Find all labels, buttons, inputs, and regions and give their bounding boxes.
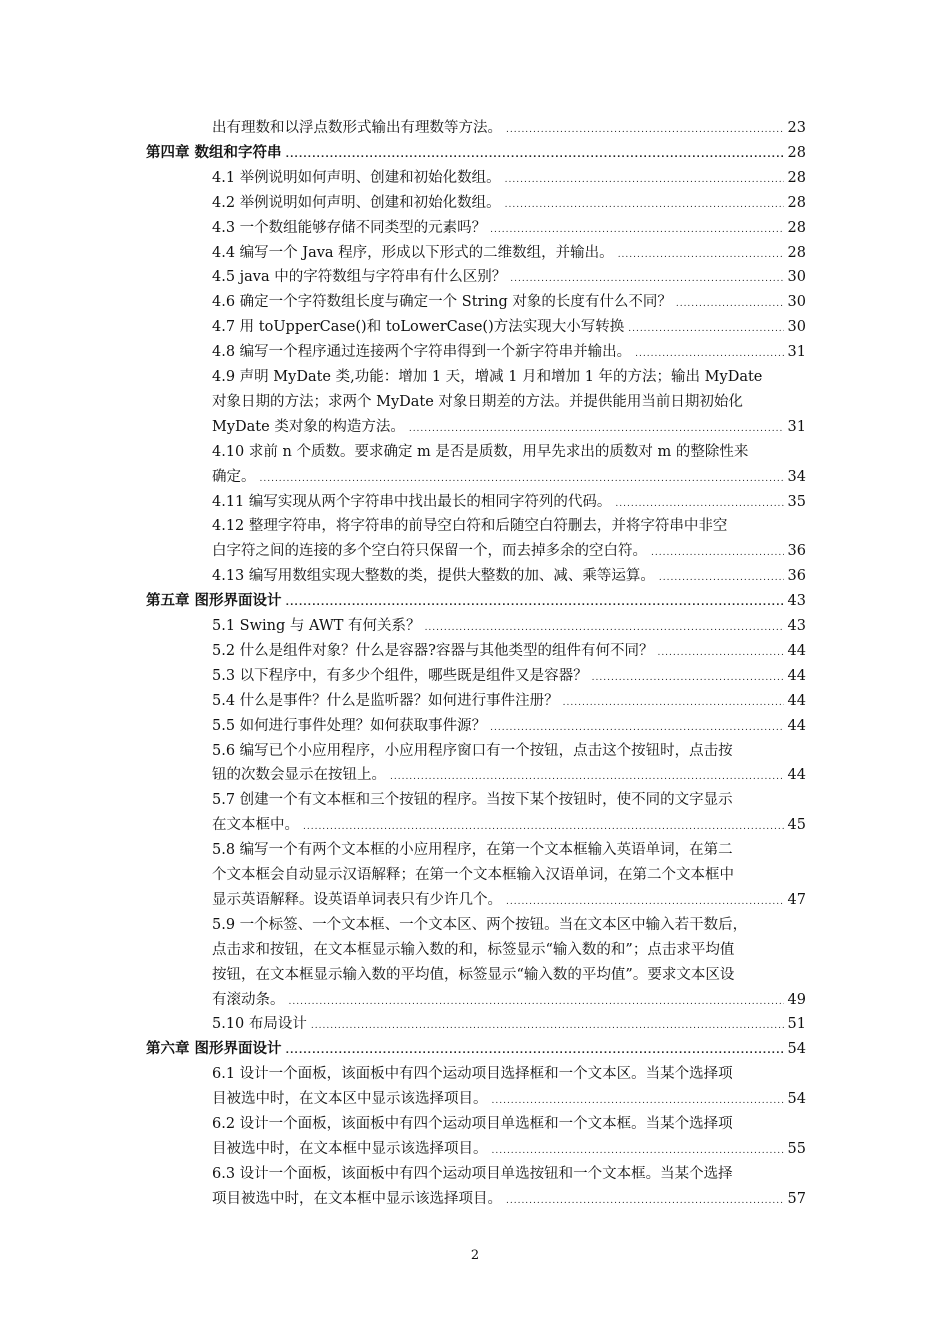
toc-entry xyxy=(212,763,806,788)
toc-entry-page: 36 xyxy=(787,568,806,585)
dot-leader xyxy=(409,417,784,442)
toc-entry xyxy=(212,265,806,290)
toc-entry-title: 显示英语解释。设英语单词表只有少许几个。 xyxy=(212,891,502,908)
toc-entry xyxy=(212,1187,806,1212)
toc-entry-title: 4.11 编写实现从两个字符串中找出最长的相同字符列的代码。 xyxy=(212,493,612,510)
toc-entry xyxy=(212,340,806,365)
toc-entry xyxy=(212,1087,806,1112)
toc-entry xyxy=(212,241,806,266)
toc-entry-title: 第六章 图形界面设计 xyxy=(146,1041,282,1058)
toc-entry-title: 目被选中时，在文本框中显示该选择项目。 xyxy=(212,1140,488,1157)
toc-entry-page: 28 xyxy=(787,244,806,261)
toc-entry xyxy=(212,739,806,764)
toc-entry xyxy=(212,315,806,340)
toc-entry-title: 4.12 整理字符串，将字符串的前导空白符和后随空白符删去，并将字符串中非空 xyxy=(212,518,728,535)
toc-entry-title: 白字符之间的连接的多个空白符只保留一个，而去掉多余的空白符。 xyxy=(212,543,647,560)
toc-entry xyxy=(212,614,806,639)
toc-entry-title: 4.3 一个数组能够存储不同类型的元素吗？ xyxy=(212,219,487,236)
toc-entry-page: 36 xyxy=(787,543,806,560)
toc-entry xyxy=(212,191,806,216)
toc-entry-title: 第五章 图形界面设计 xyxy=(146,593,282,610)
toc-entry-title: 5.3 以下程序中，有多少个组件，哪些既是组件又是容器？ xyxy=(212,667,588,684)
toc-entry-title: 5.9 一个标签、一个文本框、一个文本区、两个按钮。当在文本区中输入若干数后， xyxy=(212,916,748,933)
toc-entry-page: 57 xyxy=(787,1190,806,1207)
dot-leader xyxy=(505,193,784,218)
toc-entry-title: 6.3 设计一个面板，该面板中有四个运动项目单选按钮和一个文本框。当某个选择 xyxy=(212,1165,733,1182)
toc-entry xyxy=(212,564,806,589)
toc-entry-page: 54 xyxy=(787,1041,806,1058)
toc-entry-page: 54 xyxy=(787,1091,806,1108)
dot-leader xyxy=(676,292,784,317)
toc-entry-page: 43 xyxy=(787,593,806,610)
toc-entry-page: 44 xyxy=(787,692,806,709)
toc-entry-title: 在文本框中。 xyxy=(212,817,299,834)
dot-leader xyxy=(311,1014,784,1039)
dot-leader xyxy=(260,467,784,492)
dot-leader xyxy=(286,143,784,168)
toc-entry-title: 项目被选中时，在文本框中显示该选择项目。 xyxy=(212,1190,502,1207)
dot-leader xyxy=(592,666,784,691)
toc-entry-title: 4.10 求前 n 个质数。要求确定 m 是否是质数，用早先求出的质数对 m 的整除性来 xyxy=(212,443,749,460)
toc-entry-page: 31 xyxy=(787,344,806,361)
toc-entry xyxy=(212,639,806,664)
toc-entry xyxy=(212,365,806,390)
toc-entry-title: 目被选中时，在文本区中显示该选择项目。 xyxy=(212,1091,488,1108)
toc-entry xyxy=(212,216,806,241)
toc-entry-page: 28 xyxy=(787,169,806,186)
dot-leader xyxy=(286,1039,784,1064)
toc-entry-title: 5.4 什么是事件？什么是监听器？如何进行事件注册？ xyxy=(212,692,559,709)
toc-entry-page: 49 xyxy=(787,991,806,1008)
toc-entry-title: 6.1 设计一个面板，该面板中有四个运动项目选择框和一个文本区。当某个选择项 xyxy=(212,1066,733,1083)
toc-entry-page: 30 xyxy=(787,319,806,336)
toc-entry-title: 点击求和按钮，在文本框显示输入数的和，标签显示“输入数的和”；点击求平均值 xyxy=(212,941,735,958)
toc-entry xyxy=(212,415,806,440)
toc-entry-page: 28 xyxy=(787,194,806,211)
toc-entry-page: 30 xyxy=(787,269,806,286)
dot-leader xyxy=(506,890,784,915)
toc-entry xyxy=(212,390,806,415)
toc-entry-page: 28 xyxy=(787,219,806,236)
toc-entry xyxy=(212,465,806,490)
toc-entry-page: 35 xyxy=(787,493,806,510)
dot-leader xyxy=(635,342,783,367)
toc-entry xyxy=(212,714,806,739)
toc-chapter-entry xyxy=(146,141,806,166)
toc-entry xyxy=(212,116,806,141)
dot-leader xyxy=(289,990,784,1015)
toc-entry-title: 出有理数和以浮点数形式输出有理数等方法。 xyxy=(212,120,502,136)
toc-entry-title: 6.2 设计一个面板，该面板中有四个运动项目单选框和一个文本框。当某个选择项 xyxy=(212,1116,733,1132)
toc-entry xyxy=(212,440,806,465)
toc-entry xyxy=(212,938,806,963)
dot-leader xyxy=(425,616,784,641)
dot-leader xyxy=(492,1139,784,1164)
toc-entry xyxy=(212,863,806,888)
dot-leader xyxy=(390,765,784,790)
dot-leader xyxy=(651,541,784,566)
toc-entry-title: 4.1 举例说明如何声明、创建和初始化数组。 xyxy=(212,169,501,186)
toc-entry xyxy=(212,788,806,813)
toc-entry-title: 5.1 Swing 与 AWT 有何关系？ xyxy=(212,618,421,634)
toc-entry xyxy=(212,664,806,689)
toc-entry-title: 按钮，在文本框显示输入数的平均值，标签显示“输入数的平均值”。要求文本区设 xyxy=(212,966,735,983)
toc-entry xyxy=(212,913,806,938)
dot-leader xyxy=(506,118,784,143)
toc-entry xyxy=(212,1112,806,1137)
toc-entry xyxy=(212,813,806,838)
toc-entry-page: 44 xyxy=(787,717,806,734)
page-number: 2 xyxy=(470,1248,480,1263)
toc-entry xyxy=(212,490,806,515)
toc-entry xyxy=(212,888,806,913)
toc-entry-title: 5.6 编写已个小应用程序，小应用程序窗口有一个按钮，点击这个按钮时，点击按 xyxy=(212,742,733,759)
toc-entry-page: 45 xyxy=(787,817,806,834)
toc-entry-page: 44 xyxy=(787,642,806,659)
toc-entry xyxy=(212,166,806,191)
toc-entry-title: 有滚动条。 xyxy=(212,991,285,1008)
dot-leader xyxy=(505,168,784,193)
dot-leader xyxy=(618,243,784,268)
toc-entry-title: 5.8 编写一个有两个文本框的小应用程序，在第一个文本框输入英语单词，在第二 xyxy=(212,842,733,859)
toc-entry xyxy=(212,539,806,564)
toc-entry-title: 4.4 编写一个 Java 程序，形成以下形式的二维数组，并输出。 xyxy=(212,244,614,261)
toc-entry-page: 44 xyxy=(787,667,806,684)
toc-entry-title: 4.9 声明 MyDate 类,功能：增加 1 天，增减 1 月和增加 1 年的方法；输出 MyDate xyxy=(212,369,763,385)
toc-entry-page: 30 xyxy=(787,294,806,311)
toc-entry-title: 4.2 举例说明如何声明、创建和初始化数组。 xyxy=(212,194,501,211)
toc-entry-title: 钮的次数会显示在按钮上。 xyxy=(212,767,386,784)
toc-entry-page: 31 xyxy=(787,418,806,435)
dot-leader xyxy=(657,641,783,666)
toc-entry-title: 4.7 用 toUpperCase()和 toLowerCase()方法实现大小写转换 xyxy=(212,319,625,336)
toc-entry xyxy=(212,1137,806,1162)
dot-leader xyxy=(628,317,783,342)
toc-entry-page: 28 xyxy=(787,144,806,161)
toc-entry-title: 4.13 编写用数组实现大整数的类，提供大整数的加、减、乘等运算。 xyxy=(212,568,655,585)
toc-entry xyxy=(212,689,806,714)
toc-entry-title: 4.5 java 中的字符数组与字符串有什么区别？ xyxy=(212,269,507,286)
toc-entry-title: 个文本框会自动显示汉语解释；在第一个文本框输入汉语单词，在第二个文本框中 xyxy=(212,867,734,883)
toc-entry-title: 5.7 创建一个有文本框和三个按钮的程序。当按下某个按钮时，使不同的文字显示 xyxy=(212,792,733,809)
toc-entry xyxy=(212,1162,806,1187)
toc-chapter-entry xyxy=(146,589,806,614)
toc-entry xyxy=(212,988,806,1013)
toc-entry-title: 4.8 编写一个程序通过连接两个字符串得到一个新字符串并输出。 xyxy=(212,344,632,361)
toc-entry-title: 5.10 布局设计 xyxy=(212,1016,307,1033)
toc-entry-page: 23 xyxy=(787,120,806,136)
toc-entry xyxy=(212,1062,806,1087)
toc-entry-page: 51 xyxy=(787,1016,806,1033)
toc-entry xyxy=(212,963,806,988)
toc-entry-title: MyDate 类对象的构造方法。 xyxy=(212,418,405,435)
toc-entry-page: 55 xyxy=(787,1140,806,1157)
toc-entry xyxy=(212,514,806,539)
toc-entry xyxy=(212,1012,806,1037)
dot-leader xyxy=(615,492,783,517)
toc-entry-title: 第四章 数组和字符串 xyxy=(146,144,282,161)
toc-entry-title: 4.6 确定一个字符数组长度与确定一个 String 对象的长度有什么不同？ xyxy=(212,294,672,311)
toc-entry-title: 5.2 什么是组件对象？什么是容器?容器与其他类型的组件有何不同？ xyxy=(212,642,654,659)
dot-leader xyxy=(286,591,784,616)
toc-entry xyxy=(212,838,806,863)
dot-leader xyxy=(490,716,783,741)
dot-leader xyxy=(563,691,784,716)
toc-entry-page: 44 xyxy=(787,767,806,784)
dot-leader xyxy=(659,566,784,591)
dot-leader xyxy=(303,815,784,840)
toc-entry-title: 确定。 xyxy=(212,468,256,485)
dot-leader xyxy=(490,218,783,243)
toc-entry xyxy=(212,290,806,315)
toc-entry-page: 34 xyxy=(787,468,806,485)
toc-entry-page: 47 xyxy=(787,891,806,908)
toc-entry-page: 43 xyxy=(787,618,806,634)
toc-entry-title: 5.5 如何进行事件处理？如何获取事件源？ xyxy=(212,717,487,734)
dot-leader xyxy=(492,1089,784,1114)
dot-leader xyxy=(506,1189,784,1214)
toc-chapter-entry xyxy=(146,1037,806,1062)
dot-leader xyxy=(510,267,783,292)
toc-entry-title: 对象日期的方法；求两个 MyDate 对象日期差的方法。并提供能用当前日期初始化 xyxy=(212,393,743,410)
